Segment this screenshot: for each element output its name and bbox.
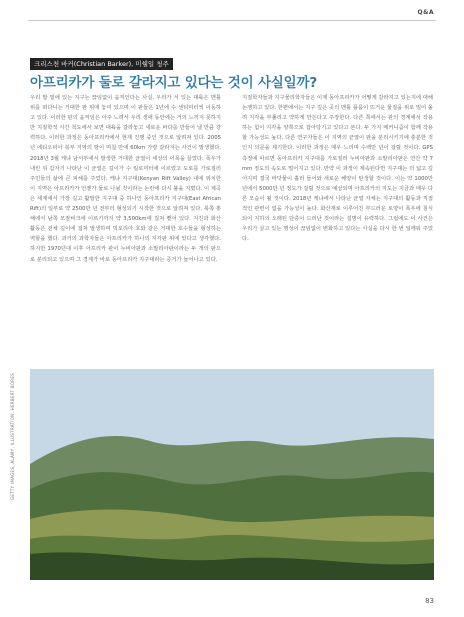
right-column-text: 지질학자들과 지구물리학자들은 이제 동아프리카가 어떻게 갈라지고 있는지에 대해 논쟁하고 있다. 한편에서는 지구 깊은 곳의 맨틀 플룸이 뜨거운 물질을 위로 밀어 올려 지각을 부풀리고 약하게 만든다고 주장한다. 다른 쪽에서는 판의 경계에서 작용하는 힘이 지각을 양쪽으로 잡아당기고 있다고 본다. 두 가지 메커니즘이 함께 작용할 가능성도 높다. 다른 연구자들은 이 지역의 균열이 판을 분리시키기에 충분한 것인지 의문을 제기한다. 이러한 과정은 매우 느리며 수백만 년이 걸릴 것이다. GPS 측정에 따르면 동아프리카 지구대를 가로질러 누비아판과 소말리아판은 연간 약 7mm 정도의 속도로 멀어지고 있다. 만약 이 과정이 계속된다면 지구대는 더 넓고 깊어지며 결국 바닷물이 흘러 들어와 새로운 해양이 탄생할 것이다. 이는 약 1000만 년에서 5000만 년 정도가 걸릴 것으로 예상되며 아프리카의 지도는 지금과 매우 다른 모습이 될 것이다. 2018년 케냐에서 나타난 균열 자체는 지구대의 활동과 직접적인 관련이 없을 가능성이 높다. 화산재로 이루어진 부드러운 토양이 폭우에 침식되어 지하의 오래된 단층이 드러난 것이라는 설명이 유력하다. 그럼에도 이 사건은 우리가 살고 있는 행성이 끊임없이 변화하고 있다는 사실을 다시 한 번 일깨워 주었다. bbox=[242, 95, 433, 243]
top-rule bbox=[28, 20, 436, 21]
left-column-text: 우리 발 밑에 있는 지구는 끊임없이 움직인다는 사실. 우리가 서 있는 대륙은 맨틀 위를 떠다니는 거대한 판 위에 놓여 있으며 이 판들은 1년에 수 센티미터씩 이동하고 있다. 이러한 판의 움직임은 아주 느려서 우리 생애 동안에는 거의 느끼지 못하지만 지질학적 시간 척도에서 보면 대륙을 갈라놓고 새로운 바다를 만들어 낼 만큼 강력하다. 이러한 과정은 동아프리카에서 현재 진행 중인 것으로 알려져 있다. 2005년 에티오피아 북부 지역의 땅이 며칠 만에 60km 가량 갈라지는 사건이 발생했다. 2018년 3월 케냐 남서부에서 발생한 거대한 균열이 세상의 이목을 끌었다. 폭우가 내린 뒤 갑자기 나타난 이 균열은 길이가 수 킬로미터에 이르렀고 도로를 가로질러 주민들의 삶에 큰 피해를 주었다. 케냐 지구대(Kenyan Rift Valley) 내에 위치한 이 지역은 아프리카가 언젠가 둘로 나뉠 것이라는 논란에 다시 불을 지폈다. 이 계곡은 세계에서 가장 길고 활발한 지구대 중 하나인 동아프리카 지구대(East African Rift)의 일부로 약 2500만 년 전부터 형성되기 시작한 것으로 알려져 있다. 북쪽 홍해에서 남쪽 모잠비크에 이르기까지 약 3,500km에 걸쳐 뻗어 있다. 지진과 화산 활동은 전체 길이에 걸쳐 발생하며 빅토리아 호와 같은 거대한 호수들을 형성하는 역할을 했다. 과거의 과학자들은 아프리카가 하나의 지각판 위에 있다고 생각했다. 하지만 1970년대 이후 아프리카 판이 누비아판과 소말리아판이라는 두 개의 판으로 분리되고 있으며 그 경계가 바로 동아프리카 지구대라는 증거가 늘어나고 있다. bbox=[30, 95, 221, 263]
author-tag: 크리스천 바커(Christian Barker), 미쉘일 청주 bbox=[30, 58, 173, 70]
landscape-illustration bbox=[30, 369, 434, 580]
section-label: Q&A bbox=[417, 9, 434, 16]
rift-valley-photo bbox=[30, 369, 434, 580]
article-title: 아프리카가 둘로 갈라지고 있다는 것이 사실일까? bbox=[30, 75, 317, 91]
body-column-left bbox=[30, 93, 221, 349]
body-column-right bbox=[242, 93, 433, 349]
page-number: 83 bbox=[425, 597, 434, 605]
photo-credit: GETTY IMAGES, ALAMY, ILLUSTRATION: HERBERT BORES bbox=[10, 372, 15, 500]
